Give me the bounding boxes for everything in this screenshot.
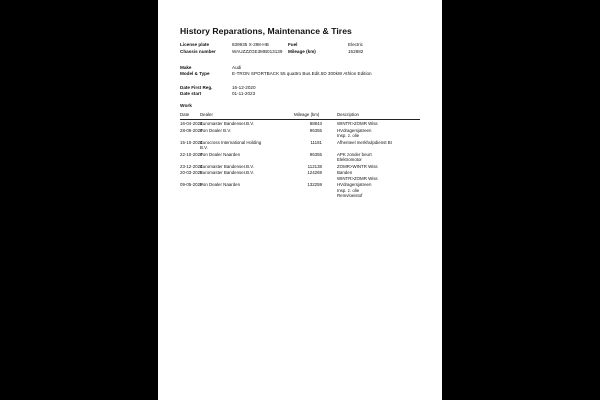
row-description	[337, 128, 371, 139]
row-description-line: Elektromotor	[337, 157, 362, 162]
work-section-title: Work	[180, 104, 192, 109]
row-description-line: Remvloeistof	[337, 193, 363, 198]
row-dealer-line: Pon Dealer Naarden	[200, 182, 241, 188]
row-mileage: 11181	[310, 139, 322, 145]
first-reg-label: Date First Reg.	[180, 85, 213, 90]
row-date: 15-10-2024	[180, 139, 203, 145]
row-dealer-line: B.V.	[200, 145, 208, 150]
row-dealer	[200, 164, 288, 169]
row-date: 28-06-2024	[180, 127, 203, 133]
row-description-line: Insp. z. olie	[337, 187, 360, 193]
row-mileage: 112138	[307, 163, 322, 169]
row-dealer-line: Pon Dealer B.V.	[200, 127, 232, 133]
work-table-body	[180, 121, 420, 200]
row-dealer-line: Euromaster Bandenser.B.V.	[200, 163, 255, 169]
table-row	[180, 182, 420, 199]
row-description	[337, 140, 392, 145]
table-row	[180, 170, 420, 182]
make-value: Audi	[232, 65, 242, 70]
table-row	[180, 152, 420, 164]
column-header-dealer: Dealer	[200, 112, 213, 117]
row-mileage: 124269	[307, 170, 322, 176]
column-header-description: Description	[337, 112, 359, 117]
row-description-line: HVdragersjatreen	[337, 127, 372, 133]
chassis-value: WAUZZZGE3MB013139	[232, 48, 283, 54]
table-row	[180, 128, 420, 140]
row-date: 23-12-2024	[180, 163, 203, 169]
license-plate-label: License plate	[180, 42, 210, 47]
row-dealer-line: Eurocross International Holding	[200, 139, 262, 145]
row-dealer	[200, 152, 288, 157]
row-description-line: Afhenteel merkhulpdienst BI	[337, 139, 392, 145]
row-dealer-line: Euromaster Bandenser.B.V.	[200, 170, 255, 176]
row-dealer	[200, 182, 288, 187]
column-header-date: Date	[180, 112, 190, 117]
license-plate-value: 839935 X-298-HB	[232, 42, 269, 47]
date-start-label: Date start	[180, 91, 202, 96]
document-page	[158, 0, 442, 400]
row-mileage: 96355	[309, 151, 322, 157]
row-description-line: Insp. z. olie	[337, 133, 360, 138]
fuel-label: Fuel	[288, 42, 298, 47]
document-title: History Reparations, Maintenance & Tires	[180, 26, 352, 36]
row-dealer	[200, 128, 288, 133]
row-dealer	[200, 121, 288, 126]
mileage-label: Mileage (km)	[288, 48, 316, 54]
row-description	[337, 164, 378, 169]
fuel-value: Electric	[348, 42, 364, 47]
row-description-line: APK zonder beurt	[337, 151, 372, 157]
row-description	[337, 152, 372, 163]
make-label: Make	[180, 65, 192, 70]
row-description-line: HVdragersjatreen	[337, 182, 372, 188]
row-date: 16-04-2024	[180, 121, 203, 126]
table-row	[180, 121, 420, 128]
column-header-mileage: Mileage (km)	[294, 112, 320, 117]
row-date: 09-05-2025	[180, 182, 203, 188]
table-row	[180, 164, 420, 171]
mileage-value: 152882	[348, 48, 364, 54]
row-dealer-line: Euromaster Bandenser.B.V.	[200, 121, 255, 126]
table-header-rule	[180, 119, 420, 120]
row-date: 20-03-2025	[180, 170, 203, 176]
row-description-line: WINTR>ZOMR Wiss	[337, 175, 378, 181]
table-row	[180, 140, 420, 152]
model-type-label: Model & Type	[180, 71, 210, 76]
row-description	[337, 121, 378, 126]
row-description-line: ZOMR>WINTR Wiss	[337, 163, 378, 169]
model-type-value: E-TRON SPORTBACK 55 quattro Bus.Edit.5D 300kW Athlon Edition	[232, 71, 372, 76]
date-start-value: 01-11-2023	[232, 91, 256, 96]
row-mileage: 96355	[309, 127, 322, 133]
row-mileage: 88843	[309, 121, 322, 126]
row-description	[337, 182, 371, 198]
chassis-label: Chassis number	[180, 48, 216, 54]
row-date: 22-10-2024	[180, 151, 203, 157]
row-dealer	[200, 140, 288, 151]
row-mileage: 132259	[307, 182, 322, 188]
row-description-line: WINTR>ZOMR Wiss	[337, 121, 378, 126]
first-reg-value: 16-12-2020	[232, 85, 256, 90]
row-description	[337, 170, 378, 181]
row-description-line: Banden	[337, 170, 353, 176]
row-dealer-line: Pon Dealer Naarden	[200, 151, 241, 157]
row-dealer	[200, 170, 288, 175]
